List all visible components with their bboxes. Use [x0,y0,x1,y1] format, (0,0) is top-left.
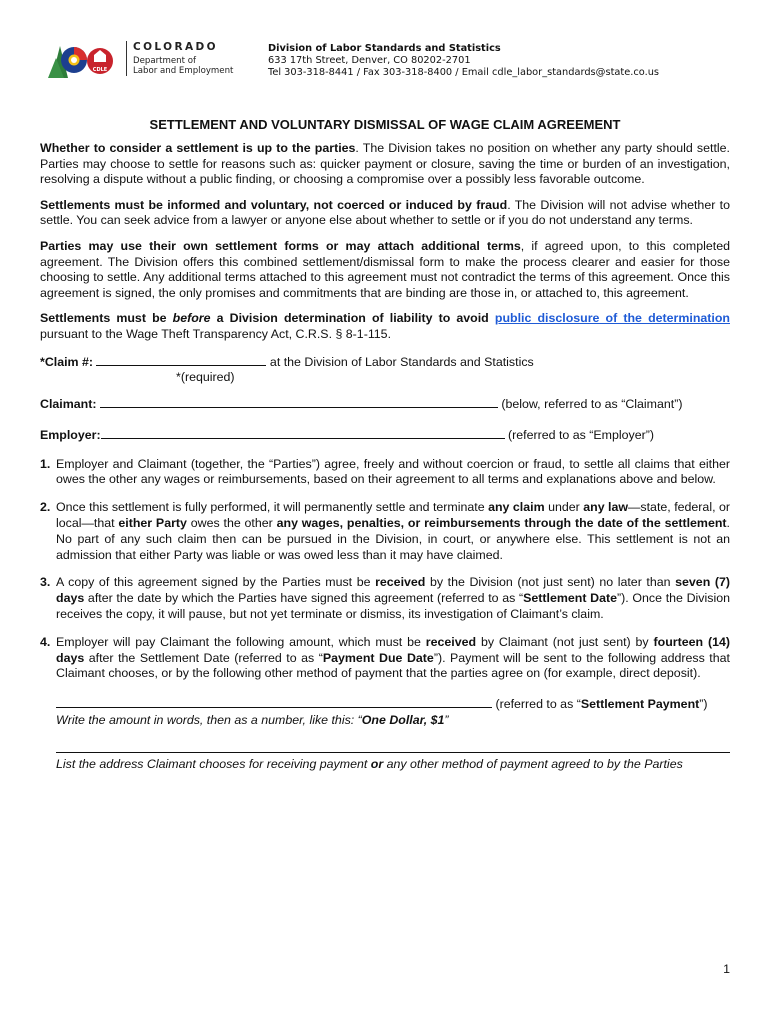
payment-address-input[interactable] [56,739,730,753]
brand [126,41,233,76]
claimant-input[interactable] [100,395,498,408]
employer-field: Employer: (referred to as “Employer”) [40,427,655,442]
term-3: 3. A copy of this agreement signed by the Parties must be received by the Division (not just sent) no later than seven (7) days after the date by which the Parties have signed this agreement (referred to as “Settlement Date”). Once the Division receives the copy, it will pause, but not yet terminate or dismiss, its investigation of Claimant’s claim. [40,575,730,621]
employer-input[interactable] [101,426,505,439]
paragraph-own-forms: Parties may use their own settlement forms or may attach additional terms, if agreed upon, to this completed agreement. The Division offers this combined settlement/dismissal form to make the process clearer and easier for those choosing to settle. Any additional terms attached to this agreement must not contradict the terms of this agreement. Once this agreement is signed, the only promises and commitments that are binding are those in, or attached to, this agreement. [40,238,730,300]
division-name: Division of Labor Standards and Statistics [268,43,501,54]
brand-dept: Department of Labor and Employment [133,56,234,76]
paragraph-informed: Settlements must be informed and voluntary, not coerced or induced by fraud. The Division will not advise whether to settle. You can seek advice from a lawyer or anyone else about whether to settle or if you do not understand any terms. [40,197,730,228]
contact-info: Tel 303-318-8441 / Fax 303-318-8400 / Email cdle_labor_standards@state.co.us [268,67,660,78]
paragraph-consider: Whether to consider a settlement is up to the parties. The Division takes no position on whether any party should settle. Parties may choose to settle for reasons such as: quicker payment or closure, saving the time or burden of an investigation, resolving a dispute without a public finding, or choosing a compromise over a possibly less favorable outcome. [40,141,730,187]
colorado-logo [46,40,126,80]
claim-number-field: *Claim #: at the Division of Labor Standards and Statistics [40,354,534,369]
payment-address-hint: List the address Claimant chooses for receiving payment or any other method of payment agreed to by the Parties [56,757,683,772]
settlement-payment-hint: Write the amount in words, then as a number, like this: “One Dollar, $1” [56,712,449,727]
document-title: SETTLEMENT AND VOLUNTARY DISMISSAL OF WAGE CLAIM AGREEMENT [149,117,621,132]
letterhead [46,40,736,84]
term-4: 4. Employer will pay Claimant the following amount, which must be received by Claimant (not just sent) by fourteen (14) days after the Settlement Date (referred to as “Payment Due Date”). Payment will be sent to the following address that Claimant chooses, or by the following other method of payment that the parties agree on (for example, direct deposit). [40,634,730,681]
page-number: 1 [723,962,730,976]
terms-list [40,457,730,683]
svg-text:CDLE: CDLE [92,67,108,73]
settlement-payment-input[interactable] [56,694,492,708]
document-body [40,117,730,773]
claim-number-input[interactable] [96,353,266,366]
settlement-payment-field: (referred to as “Settlement Payment”) Write the amount in words, then as a number, like this: “One Dollar, $1” [40,694,730,729]
payment-address-field [40,739,730,774]
street-address: 633 17th Street, Denver, CO 80202-2701 [268,55,471,66]
term-2: 2. Once this settlement is fully performed, it will permanently settle and terminate any claim under any law—state, federal, or local—that either Party owes the other any wages, penalties, or reimbursements through the date of the settlement. No part of any such claim then can be pursued in the Division, in court, or anywhere else. This settlement is not an admission that either Party was liable or was owed less than it may have claimed. [40,500,731,562]
brand-name: COLORADO [133,41,218,53]
claimant-field: Claimant: (below, referred to as “Claimant”) [40,396,683,411]
division-address [268,43,659,79]
term-1: 1. Employer and Claimant (together, the “Parties”) agree, freely and without coercion or fraud, to settle all claims that either owes the other any wages or reimbursements, based on their agreement to all terms and explanations above and below. [40,456,730,487]
claim-required-note: *(required) [176,369,235,384]
public-disclosure-link[interactable]: public disclosure of the determination [494,311,730,326]
paragraph-before-determination: Settlements must be before a Division determination of liability to avoid public disclosure of the determination pursuant to the Wage Theft Transparency Act, C.R.S. § 8-1-115. [40,311,730,341]
